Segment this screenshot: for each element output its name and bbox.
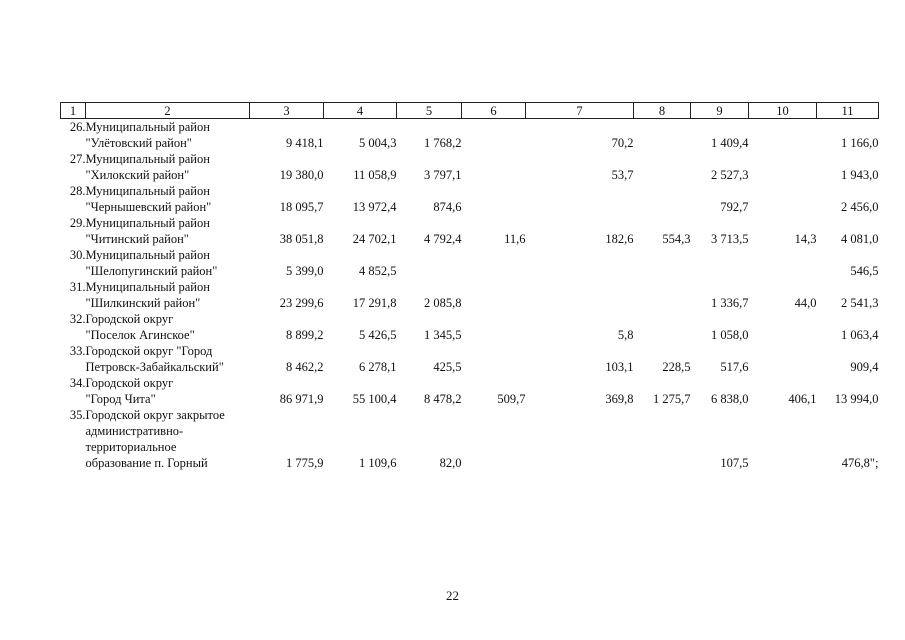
cell-col-8: 554,3 (662, 232, 691, 246)
table-header (61, 103, 879, 119)
cell-col-3: 18 095,7 (279, 200, 324, 214)
cell-col-5: 2 085,8 (424, 296, 462, 310)
cell-col-11: 1 063,4 (841, 328, 879, 342)
row-name-line: "Улётовский район" (85, 136, 192, 150)
cell-col-11: 2 456,0 (841, 200, 879, 214)
cell-col-8 (634, 151, 691, 183)
cell-col-11: 476,8"; (841, 456, 879, 470)
cell-col-5 (397, 247, 462, 279)
cell-col-5: 425,5 (433, 360, 462, 374)
row-number: 34. (69, 376, 86, 390)
cell-col-11: 909,4 (850, 360, 879, 374)
cell-col-7 (526, 407, 634, 471)
cell-col-3: 38 051,8 (279, 232, 324, 246)
cell-col-9 (691, 247, 749, 279)
cell-col-9: 6 838,0 (711, 392, 749, 406)
table-row (61, 247, 879, 279)
cell-col-4: 17 291,8 (352, 296, 397, 310)
row-name-line: "Город Чита" (85, 392, 156, 406)
cell-col-4: 55 100,4 (352, 392, 397, 406)
cell-col-3: 8 462,2 (286, 360, 324, 374)
row-name-line: Муниципальный район (85, 120, 210, 134)
cell-col-6 (462, 343, 526, 375)
cell-col-5: 874,6 (433, 200, 462, 214)
cell-col-8: 1 275,7 (653, 392, 691, 406)
row-number: 27. (69, 152, 86, 166)
row-name-line: Городской округ закрытое (85, 408, 225, 422)
row-name-line: "Шилкинский район" (85, 296, 201, 310)
cell-col-7: 182,6 (605, 232, 634, 246)
row-name (86, 119, 250, 152)
cell-col-7: 53,7 (611, 168, 634, 182)
cell-col-7 (526, 183, 634, 215)
cell-col-11: 2 541,3 (841, 296, 879, 310)
column-header: 6 (462, 103, 526, 119)
cell-col-6 (462, 407, 526, 471)
cell-col-6 (462, 279, 526, 311)
cell-col-8 (634, 247, 691, 279)
cell-col-8 (634, 119, 691, 152)
row-name (86, 343, 250, 375)
cell-col-11: 13 994,0 (834, 392, 879, 406)
table-row (61, 311, 879, 343)
cell-col-3: 1 775,9 (286, 456, 324, 470)
cell-col-4: 4 852,5 (359, 264, 397, 278)
cell-col-10: 14,3 (794, 232, 817, 246)
row-name-line: Муниципальный район (85, 184, 210, 198)
cell-col-3: 23 299,6 (279, 296, 324, 310)
row-name-line: Городской округ "Город (85, 344, 213, 358)
column-header: 9 (691, 103, 749, 119)
cell-col-5: 4 792,4 (424, 232, 462, 246)
row-name (86, 375, 250, 407)
cell-col-9: 1 336,7 (711, 296, 749, 310)
row-name (86, 311, 250, 343)
cell-col-7 (526, 247, 634, 279)
row-name (86, 151, 250, 183)
row-name-line: Муниципальный район (85, 152, 210, 166)
column-header: 10 (749, 103, 817, 119)
row-name-line: "Поселок Агинское" (85, 328, 195, 342)
column-header: 8 (634, 103, 691, 119)
table-body (61, 119, 879, 472)
row-number: 35. (69, 408, 86, 422)
cell-col-3: 86 971,9 (279, 392, 324, 406)
table-row (61, 119, 879, 152)
cell-col-6 (462, 183, 526, 215)
row-name-line: Петровск-Забайкальский" (85, 360, 224, 374)
row-name-line: "Чернышевский район" (85, 200, 212, 214)
cell-col-4: 11 058,9 (353, 168, 397, 182)
column-header: 7 (526, 103, 634, 119)
header-row (61, 103, 879, 119)
row-number: 33. (69, 344, 86, 358)
cell-col-11: 546,5 (850, 264, 879, 278)
cell-col-7: 70,2 (611, 136, 634, 150)
row-name (86, 183, 250, 215)
cell-col-6: 509,7 (497, 392, 526, 406)
cell-col-4: 13 972,4 (352, 200, 397, 214)
cell-col-6 (462, 151, 526, 183)
cell-col-9: 792,7 (720, 200, 749, 214)
cell-col-5: 1 345,5 (424, 328, 462, 342)
cell-col-10 (749, 407, 817, 471)
cell-col-9: 1 058,0 (711, 328, 749, 342)
row-number: 31. (69, 280, 86, 294)
cell-col-11: 1 943,0 (841, 168, 879, 182)
row-name (86, 247, 250, 279)
row-name-line: "Шелопугинский район" (85, 264, 218, 278)
cell-col-9: 107,5 (720, 456, 749, 470)
cell-col-6: 11,6 (504, 232, 526, 246)
cell-col-9: 1 409,4 (711, 136, 749, 150)
column-header: 3 (250, 103, 324, 119)
column-header: 1 (61, 103, 86, 119)
cell-col-10 (749, 151, 817, 183)
cell-col-9: 2 527,3 (711, 168, 749, 182)
row-name-line: "Читинский район" (85, 232, 189, 246)
row-name-line: территориальное (85, 440, 177, 454)
row-name (86, 279, 250, 311)
row-number: 26. (69, 120, 86, 134)
cell-col-6 (462, 119, 526, 152)
cell-col-10 (749, 311, 817, 343)
cell-col-3: 9 418,1 (286, 136, 324, 150)
cell-col-9: 517,6 (720, 360, 749, 374)
cell-col-4: 5 004,3 (359, 136, 397, 150)
column-header: 2 (86, 103, 250, 119)
row-name-line: "Хилокский район" (85, 168, 190, 182)
cell-col-3: 8 899,2 (286, 328, 324, 342)
cell-col-10 (749, 343, 817, 375)
cell-col-7 (526, 279, 634, 311)
cell-col-5: 3 797,1 (424, 168, 462, 182)
row-name-line: административно- (85, 424, 184, 438)
cell-col-10: 44,0 (794, 296, 817, 310)
row-name-line: Муниципальный район (85, 216, 210, 230)
cell-col-5: 82,0 (439, 456, 462, 470)
cell-col-11: 1 166,0 (841, 136, 879, 150)
cell-col-10 (749, 247, 817, 279)
table-row (61, 279, 879, 311)
row-name-line: Муниципальный район (85, 248, 210, 262)
cell-col-10: 406,1 (788, 392, 817, 406)
page-number: 22 (446, 588, 459, 603)
cell-col-7: 103,1 (605, 360, 634, 374)
row-name-line: Городской округ (85, 312, 174, 326)
row-name-line: образование п. Горный (85, 456, 208, 470)
cell-col-6 (462, 311, 526, 343)
row-number: 32. (69, 312, 86, 326)
column-header: 4 (324, 103, 397, 119)
cell-col-9: 3 713,5 (711, 232, 749, 246)
row-name (86, 407, 250, 471)
cell-col-4: 6 278,1 (359, 360, 397, 374)
cell-col-4: 1 109,6 (359, 456, 397, 470)
row-number: 30. (69, 248, 86, 262)
row-number: 28. (69, 184, 86, 198)
cell-col-10 (749, 183, 817, 215)
row-name (86, 215, 250, 247)
column-header: 11 (817, 103, 879, 119)
budget-table (60, 102, 879, 471)
cell-col-7: 369,8 (605, 392, 634, 406)
cell-col-5: 1 768,2 (424, 136, 462, 150)
row-number: 29. (69, 216, 86, 230)
cell-col-8 (634, 183, 691, 215)
table-row (61, 407, 879, 471)
cell-col-5: 8 478,2 (424, 392, 462, 406)
cell-col-4: 5 426,5 (359, 328, 397, 342)
table-row (61, 375, 879, 407)
table-row (61, 343, 879, 375)
table-row (61, 151, 879, 183)
row-name-line: Муниципальный район (85, 280, 210, 294)
table-row (61, 183, 879, 215)
cell-col-8 (634, 279, 691, 311)
cell-col-10 (749, 119, 817, 152)
cell-col-8 (634, 407, 691, 471)
cell-col-3: 5 399,0 (286, 264, 324, 278)
cell-col-4: 24 702,1 (352, 232, 397, 246)
cell-col-6 (462, 247, 526, 279)
row-name-line: Городской округ (85, 376, 174, 390)
cell-col-8: 228,5 (662, 360, 691, 374)
column-header: 5 (397, 103, 462, 119)
table-row (61, 215, 879, 247)
cell-col-8 (634, 311, 691, 343)
cell-col-3: 19 380,0 (279, 168, 324, 182)
cell-col-11: 4 081,0 (841, 232, 879, 246)
cell-col-7: 5,8 (617, 328, 634, 342)
